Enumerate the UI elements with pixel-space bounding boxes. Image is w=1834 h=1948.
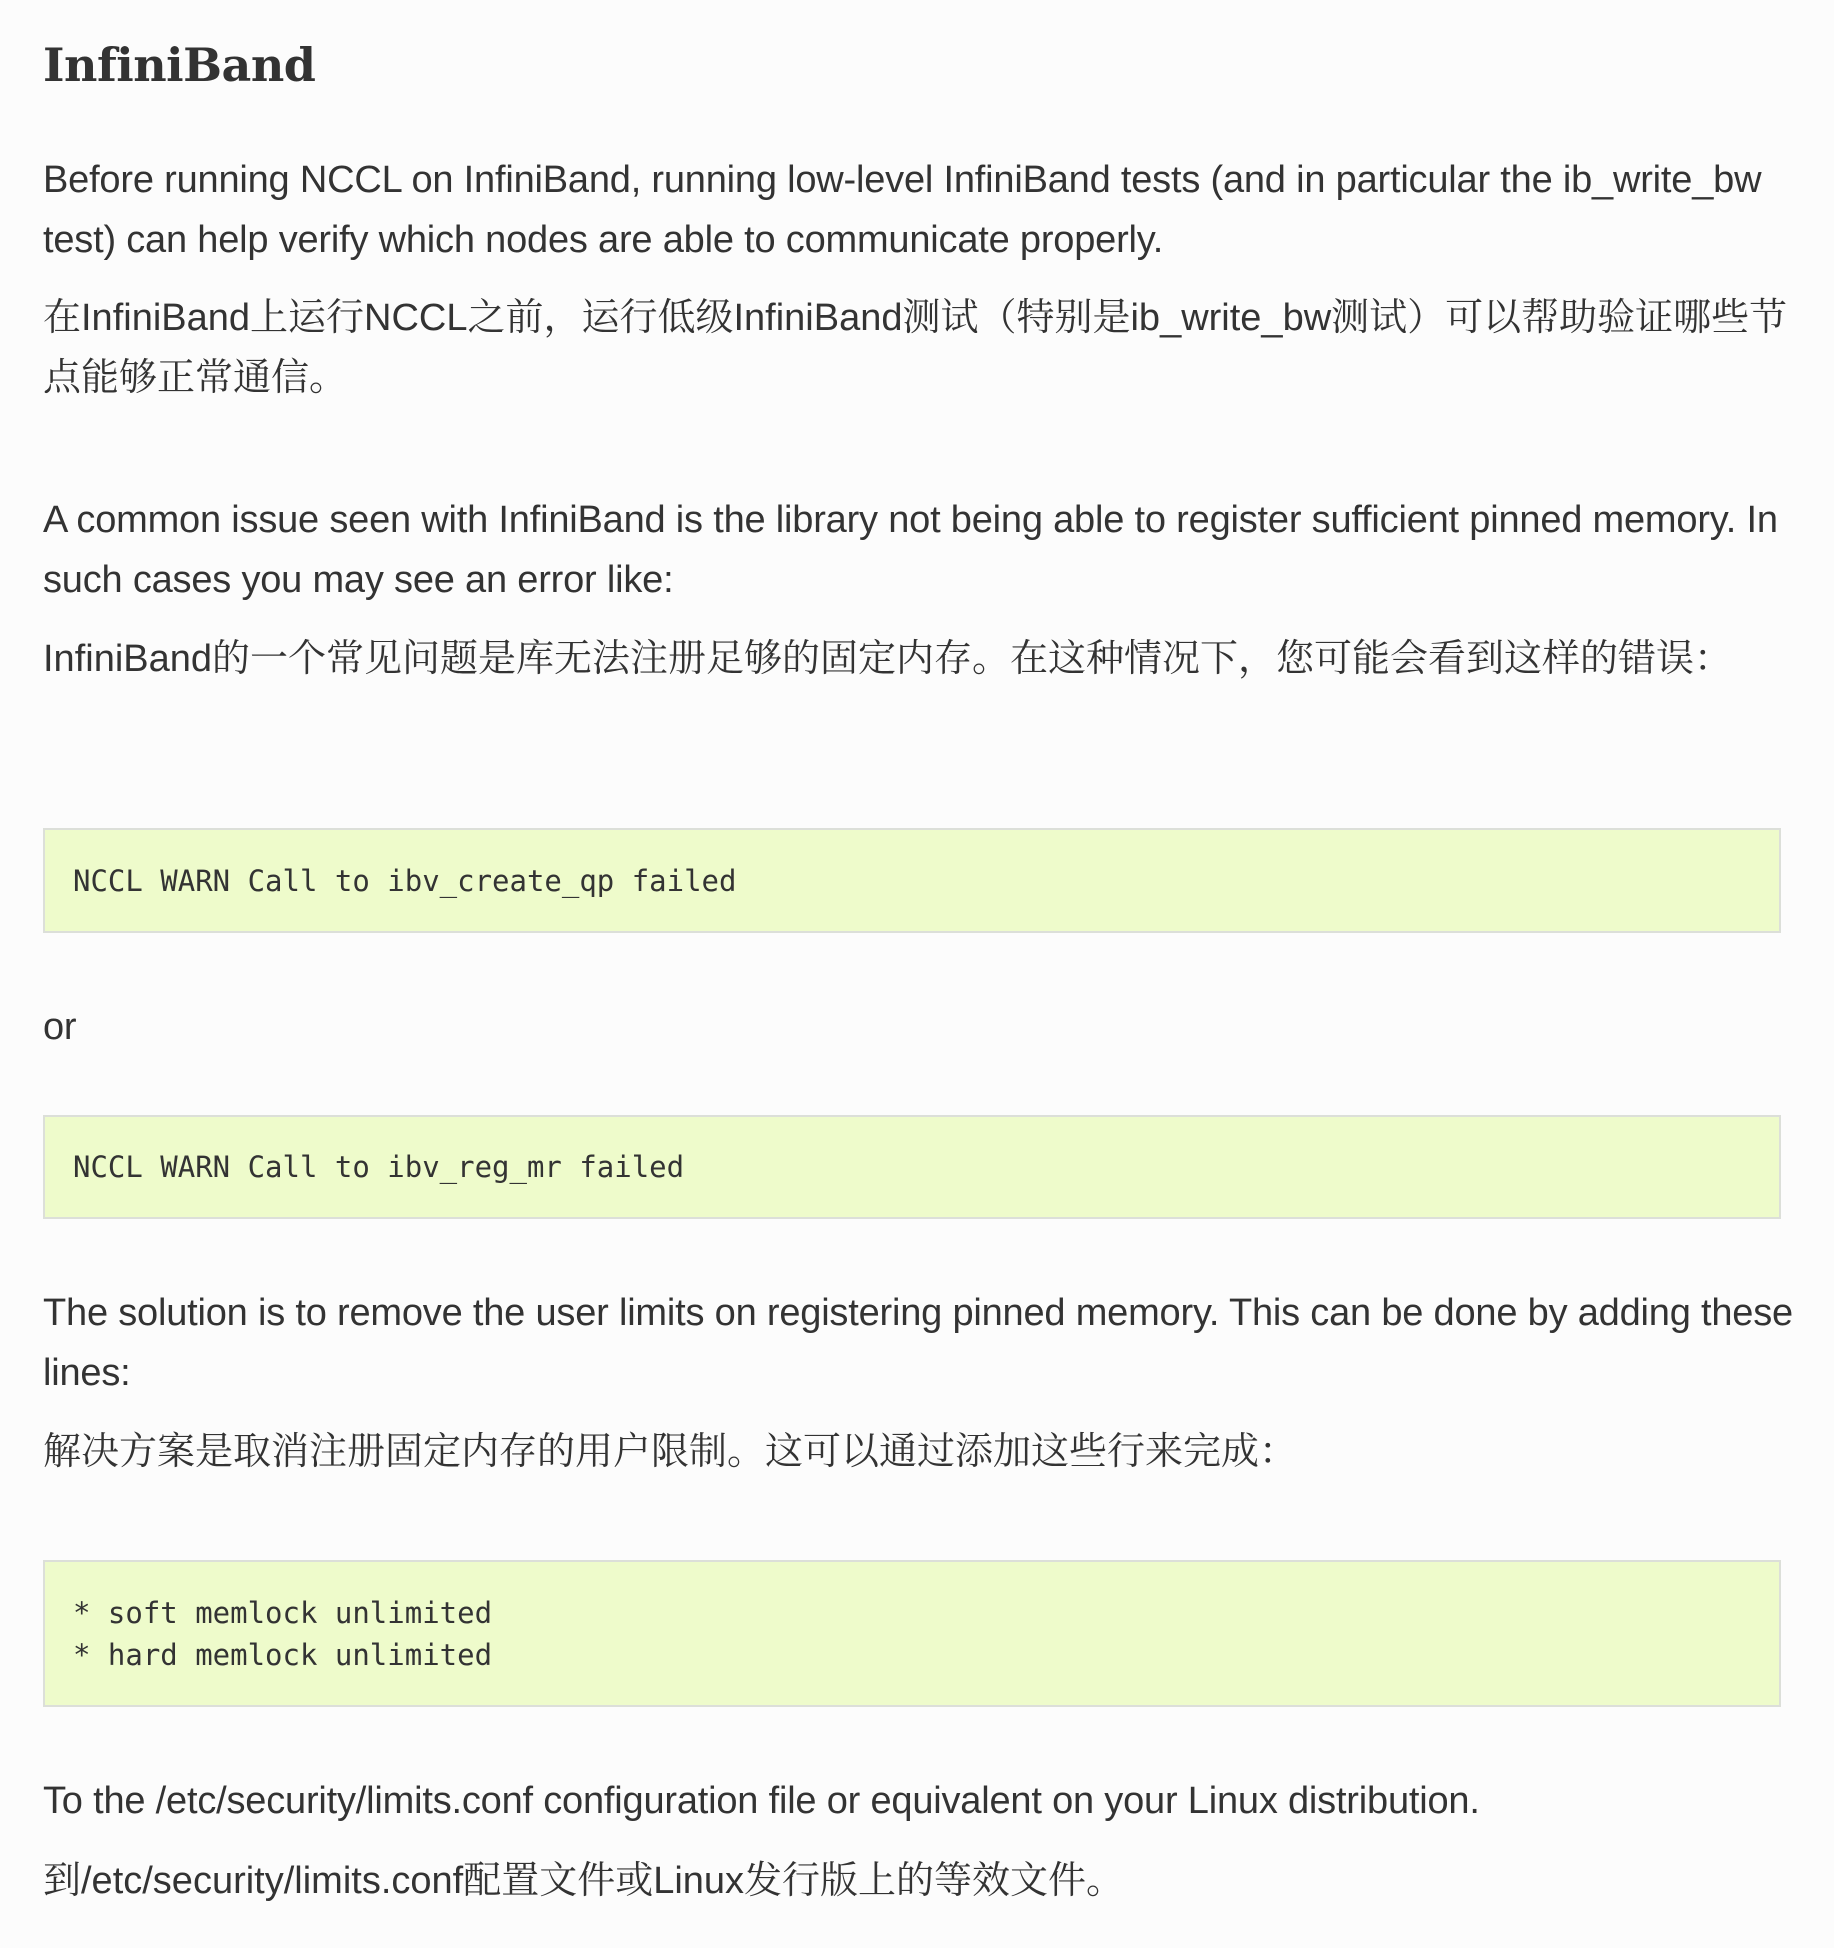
code-line: NCCL WARN Call to ibv_create_qp failed xyxy=(73,863,737,898)
config-paragraph-zh: 到/etc/security/limits.conf配置文件或Linux发行版上的等效文件。 xyxy=(43,1860,1125,1902)
issue-paragraph-zh: InfiniBand的一个常见问题是库无法注册足够的固定内存。在这种情况下，您可能会看到这样的错误： xyxy=(43,638,1733,680)
intro-paragraph-en: Before running NCCL on InfiniBand, running low-level InfiniBand tests (and in particular the ib_write_bw test) can help verify which nodes are able to communicate properly. xyxy=(43,159,1762,261)
section-heading: InfiniBand xyxy=(43,38,316,92)
solution-paragraph-en: The solution is to remove the user limits on registering pinned memory. This can be done by adding these lines: xyxy=(43,1292,1793,1394)
code-line-hard-memlock: * hard memlock unlimited xyxy=(73,1637,493,1672)
code-line-soft-memlock: * soft memlock unlimited xyxy=(73,1595,493,1630)
code-block-error-reg-mr xyxy=(43,1115,1781,1219)
config-paragraph-en: To the /etc/security/limits.conf configuration file or equivalent on your Linux distribution. xyxy=(43,1780,1480,1822)
solution-paragraph-zh: 解决方案是取消注册固定内存的用户限制。这可以通过添加这些行来完成： xyxy=(43,1431,1298,1473)
code-line: NCCL WARN Call to ibv_reg_mr failed xyxy=(73,1150,685,1184)
intro-paragraph-zh: 在InfiniBand上运行NCCL之前，运行低级InfiniBand测试（特别是ib_write_bw测试）可以帮助验证哪些节点能够正常通信。 xyxy=(43,297,1788,399)
issue-paragraph-en: A common issue seen with InfiniBand is the library not being able to register sufficient pinned memory. In such cases you may see an error like: xyxy=(43,499,1778,601)
code-block-memlock-limits xyxy=(43,1560,1781,1707)
code-block-error-create-qp xyxy=(43,828,1781,933)
or-separator-text: or xyxy=(43,1006,77,1048)
